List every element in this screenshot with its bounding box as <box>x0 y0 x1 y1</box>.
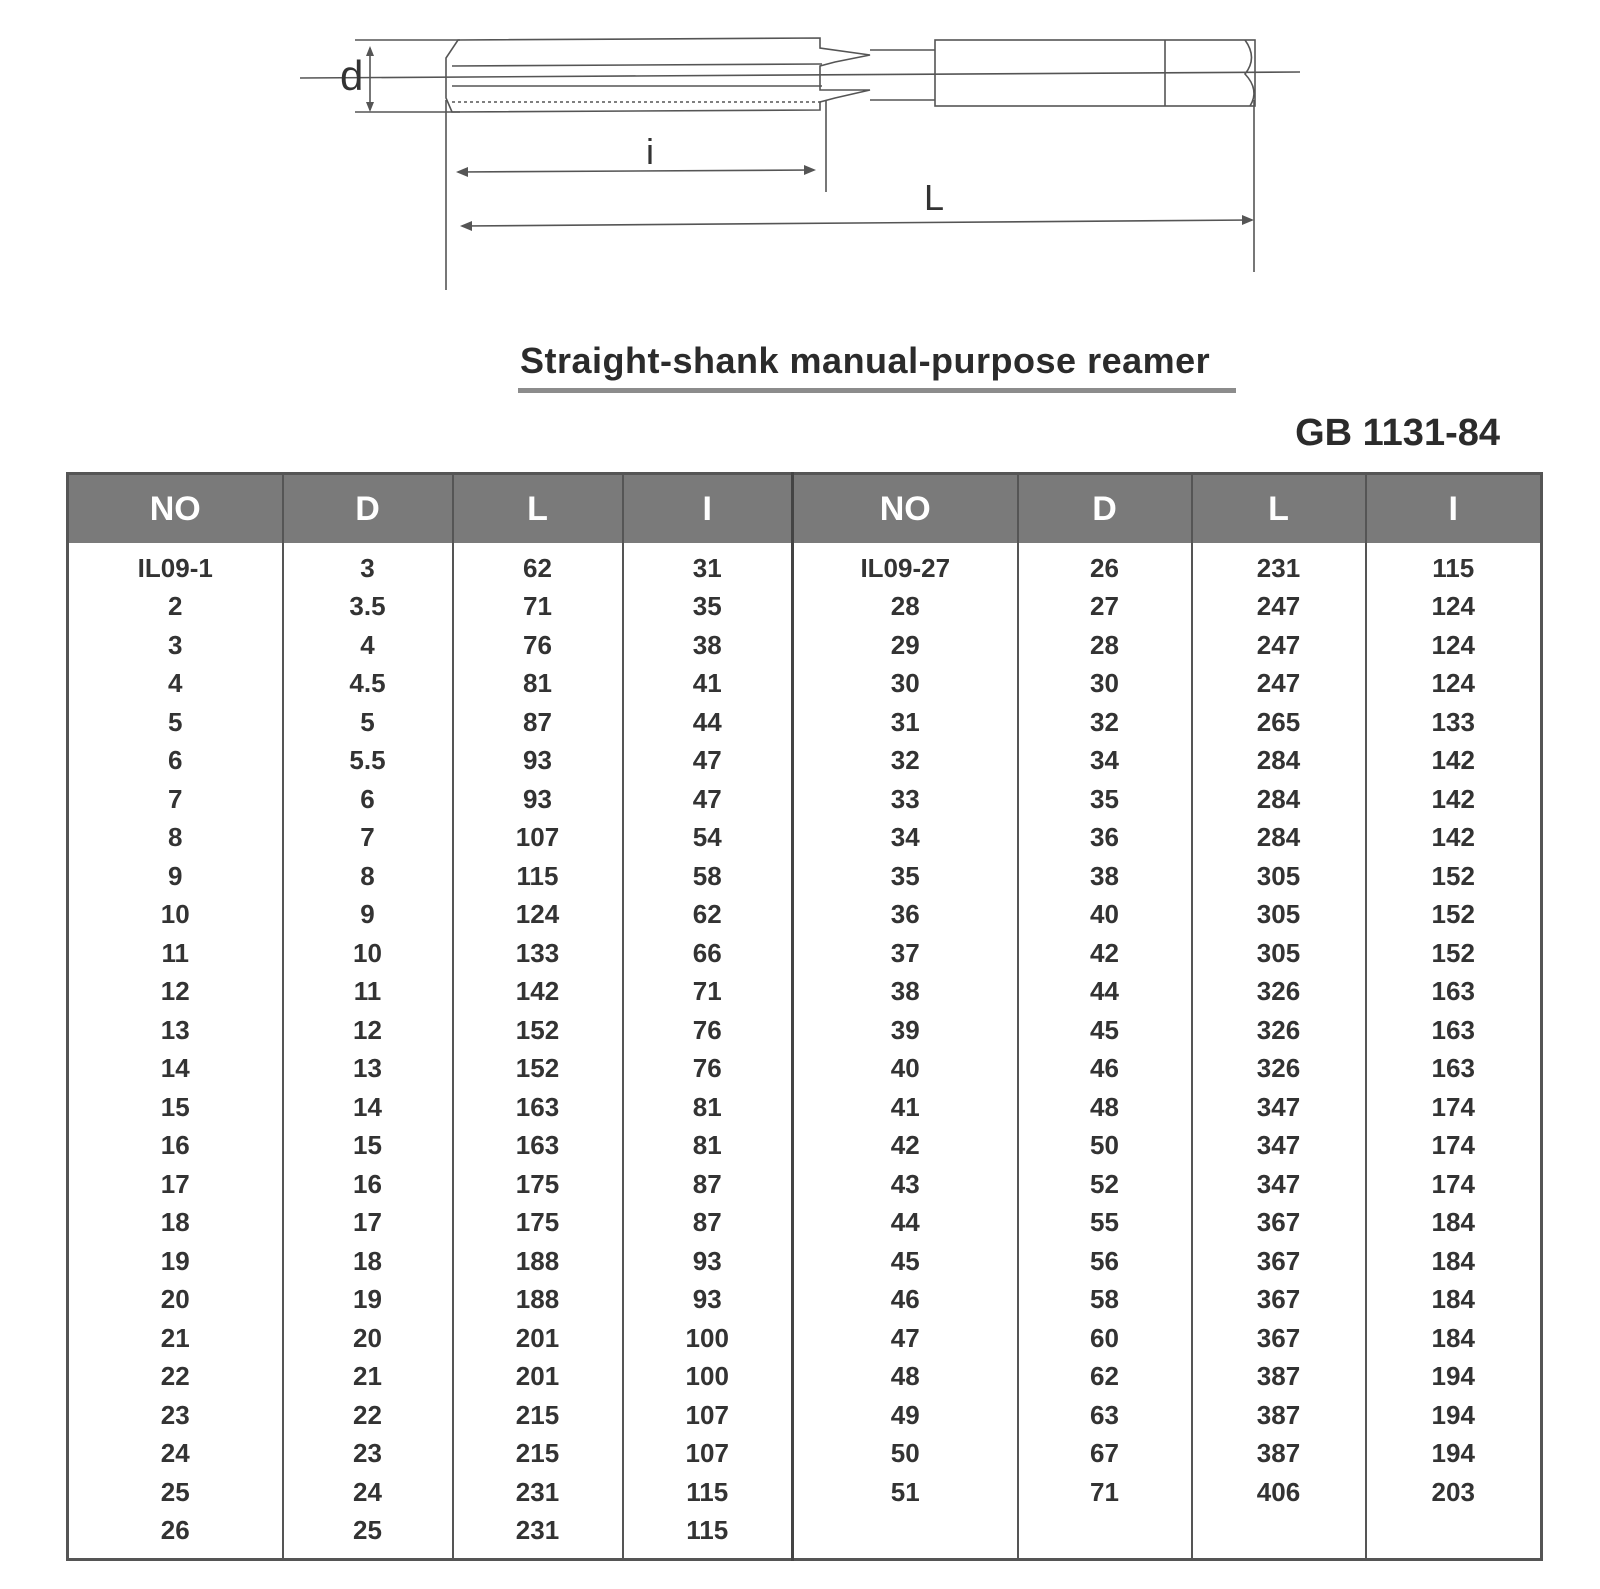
cell-i: 194 <box>1366 1358 1542 1397</box>
cell-i: 58 <box>623 857 793 896</box>
cell-d: 52 <box>1018 1165 1192 1204</box>
table-row <box>68 626 1542 665</box>
cell-d: 63 <box>1018 1396 1192 1435</box>
cell-no: 42 <box>793 1127 1018 1166</box>
cell-d: 34 <box>1018 742 1192 781</box>
table-row <box>68 819 1542 858</box>
cell-d: 67 <box>1018 1435 1192 1474</box>
cell-no: 8 <box>68 819 283 858</box>
cell-no: 11 <box>68 934 283 973</box>
cell-no: 48 <box>793 1358 1018 1397</box>
cell-no: 22 <box>68 1358 283 1397</box>
cell-i: 71 <box>623 973 793 1012</box>
standard-code: GB 1131-84 <box>1295 412 1500 454</box>
cell-i: 107 <box>623 1396 793 1435</box>
cell-d: 15 <box>283 1127 453 1166</box>
cell-l: 133 <box>453 934 623 973</box>
cell-i: 124 <box>1366 665 1542 704</box>
cell-l: 115 <box>453 857 623 896</box>
cell-no: 28 <box>793 588 1018 627</box>
cell-i: 163 <box>1366 1011 1542 1050</box>
cell-i: 93 <box>623 1242 793 1281</box>
table-row <box>68 934 1542 973</box>
document-title: Straight-shank manual-purpose reamer <box>520 340 1211 381</box>
flute-length-dimension-line <box>458 170 814 172</box>
cell-l: 231 <box>453 1512 623 1560</box>
cell-d: 55 <box>1018 1204 1192 1243</box>
cell-l: 305 <box>1192 896 1366 935</box>
cell-l: 188 <box>453 1281 623 1320</box>
cell-l: 163 <box>453 1088 623 1127</box>
table-row <box>68 1011 1542 1050</box>
cell-l: 347 <box>1192 1165 1366 1204</box>
cell-i: 54 <box>623 819 793 858</box>
flute-line <box>452 64 822 66</box>
cell-d: 40 <box>1018 896 1192 935</box>
total-length-label: L <box>924 177 945 218</box>
cell-no: 25 <box>68 1473 283 1512</box>
table-header-row <box>68 474 1542 544</box>
cell-l: 76 <box>453 626 623 665</box>
table-row <box>68 1050 1542 1089</box>
cell-d: 9 <box>283 896 453 935</box>
cell-i: 142 <box>1366 780 1542 819</box>
cell-d: 36 <box>1018 819 1192 858</box>
cell-i: 81 <box>623 1088 793 1127</box>
cell-d: 16 <box>283 1165 453 1204</box>
cell-d: 46 <box>1018 1050 1192 1089</box>
cell-i: 184 <box>1366 1319 1542 1358</box>
cell-i: 124 <box>1366 626 1542 665</box>
cell-d: 17 <box>283 1204 453 1243</box>
cell-no: 24 <box>68 1435 283 1474</box>
flute-length-label: i <box>646 131 654 172</box>
cell-d: 6 <box>283 780 453 819</box>
cell-i: 87 <box>623 1165 793 1204</box>
cell-no: 16 <box>68 1127 283 1166</box>
cell-l: 81 <box>453 665 623 704</box>
cell-no: 37 <box>793 934 1018 973</box>
cell-no: 31 <box>793 703 1018 742</box>
cell-d: 4.5 <box>283 665 453 704</box>
cell-l: 247 <box>1192 665 1366 704</box>
table-row <box>68 973 1542 1012</box>
cell-d: 58 <box>1018 1281 1192 1320</box>
cell-l: 152 <box>453 1050 623 1089</box>
reamer-dimension-diagram <box>0 0 1600 300</box>
cell-no: 40 <box>793 1050 1018 1089</box>
cell-no: 4 <box>68 665 283 704</box>
cell-d: 60 <box>1018 1319 1192 1358</box>
cell-i: 203 <box>1366 1473 1542 1512</box>
cell-no: 45 <box>793 1242 1018 1281</box>
cell-l: 247 <box>1192 588 1366 627</box>
cell-d: 4 <box>283 626 453 665</box>
cell-no: 32 <box>793 742 1018 781</box>
cell-l: 347 <box>1192 1127 1366 1166</box>
cell-d: 5 <box>283 703 453 742</box>
cell-i: 38 <box>623 626 793 665</box>
specification-table <box>66 472 1543 1561</box>
cell-d: 30 <box>1018 665 1192 704</box>
cell-l: 124 <box>453 896 623 935</box>
cell-l: 326 <box>1192 1011 1366 1050</box>
centerline <box>300 72 1300 78</box>
table-row <box>68 780 1542 819</box>
cell-d: 23 <box>283 1435 453 1474</box>
cell-d: 5.5 <box>283 742 453 781</box>
cell-l: 284 <box>1192 742 1366 781</box>
cell-l: 215 <box>453 1396 623 1435</box>
cell-d: 28 <box>1018 626 1192 665</box>
cell-i: 163 <box>1366 1050 1542 1089</box>
table-row <box>68 1127 1542 1166</box>
cell-d <box>1018 1512 1192 1560</box>
cell-d: 38 <box>1018 857 1192 896</box>
cell-d: 48 <box>1018 1088 1192 1127</box>
cell-i: 124 <box>1366 588 1542 627</box>
cell-no: 36 <box>793 896 1018 935</box>
cell-no: 41 <box>793 1088 1018 1127</box>
cell-no <box>793 1512 1018 1560</box>
cell-no: 49 <box>793 1396 1018 1435</box>
cell-l: 175 <box>453 1204 623 1243</box>
cell-d: 12 <box>283 1011 453 1050</box>
cell-l: 387 <box>1192 1435 1366 1474</box>
cell-d: 42 <box>1018 934 1192 973</box>
cell-l: 142 <box>453 973 623 1012</box>
cell-l: 71 <box>453 588 623 627</box>
cell-d: 20 <box>283 1319 453 1358</box>
cell-l: 284 <box>1192 780 1366 819</box>
cell-no: 14 <box>68 1050 283 1089</box>
cell-i: 174 <box>1366 1127 1542 1166</box>
cell-l <box>1192 1512 1366 1560</box>
cell-i: 142 <box>1366 742 1542 781</box>
cell-no: 43 <box>793 1165 1018 1204</box>
cell-no: 18 <box>68 1204 283 1243</box>
diameter-label: d <box>340 52 364 99</box>
cell-i: 87 <box>623 1204 793 1243</box>
table-row <box>68 588 1542 627</box>
cell-l: 326 <box>1192 973 1366 1012</box>
cell-d: 10 <box>283 934 453 973</box>
table-row <box>68 1319 1542 1358</box>
cell-i: 100 <box>623 1358 793 1397</box>
table-row <box>68 857 1542 896</box>
cell-l: 231 <box>453 1473 623 1512</box>
cell-l: 201 <box>453 1358 623 1397</box>
column-header-d: D <box>283 474 453 544</box>
cell-l: 87 <box>453 703 623 742</box>
cell-i: 115 <box>623 1512 793 1560</box>
cell-d: 13 <box>283 1050 453 1089</box>
cell-no: 30 <box>793 665 1018 704</box>
cell-i: 66 <box>623 934 793 973</box>
arrowhead <box>366 102 374 112</box>
cell-l: 215 <box>453 1435 623 1474</box>
table-row <box>68 1242 1542 1281</box>
cell-i: 115 <box>623 1473 793 1512</box>
cell-i: 107 <box>623 1435 793 1474</box>
cell-no: 21 <box>68 1319 283 1358</box>
cell-l: 367 <box>1192 1319 1366 1358</box>
cell-d: 19 <box>283 1281 453 1320</box>
cell-l: 247 <box>1192 626 1366 665</box>
cell-no: 13 <box>68 1011 283 1050</box>
cell-i <box>1366 1512 1542 1560</box>
cell-i: 93 <box>623 1281 793 1320</box>
cell-no: 15 <box>68 1088 283 1127</box>
cell-no: 47 <box>793 1319 1018 1358</box>
cell-l: 367 <box>1192 1281 1366 1320</box>
arrowhead <box>460 221 472 231</box>
title-underline <box>518 388 1236 393</box>
table-body <box>68 543 1542 1560</box>
arrowhead <box>366 46 374 56</box>
cell-i: 152 <box>1366 857 1542 896</box>
cell-no: 39 <box>793 1011 1018 1050</box>
table-row <box>68 742 1542 781</box>
cell-no: 23 <box>68 1396 283 1435</box>
cell-l: 163 <box>453 1127 623 1166</box>
cell-i: 35 <box>623 588 793 627</box>
cell-d: 71 <box>1018 1473 1192 1512</box>
cell-i: 31 <box>623 543 793 588</box>
cell-d: 50 <box>1018 1127 1192 1166</box>
cell-no: IL09-1 <box>68 543 283 588</box>
cell-i: 163 <box>1366 973 1542 1012</box>
cell-i: 100 <box>623 1319 793 1358</box>
cell-d: 56 <box>1018 1242 1192 1281</box>
cell-no: 29 <box>793 626 1018 665</box>
table-row <box>68 1512 1542 1560</box>
cell-i: 76 <box>623 1011 793 1050</box>
cell-d: 21 <box>283 1358 453 1397</box>
cell-no: 50 <box>793 1435 1018 1474</box>
cell-no: 20 <box>68 1281 283 1320</box>
cell-d: 25 <box>283 1512 453 1560</box>
cell-i: 44 <box>623 703 793 742</box>
cell-i: 152 <box>1366 896 1542 935</box>
cell-l: 93 <box>453 742 623 781</box>
cell-d: 3.5 <box>283 588 453 627</box>
cell-d: 11 <box>283 973 453 1012</box>
cell-i: 41 <box>623 665 793 704</box>
cell-i: 115 <box>1366 543 1542 588</box>
cell-no: 19 <box>68 1242 283 1281</box>
column-header-d: D <box>1018 474 1192 544</box>
column-header-l: L <box>453 474 623 544</box>
cell-i: 194 <box>1366 1396 1542 1435</box>
cell-l: 152 <box>453 1011 623 1050</box>
cell-i: 142 <box>1366 819 1542 858</box>
cell-i: 76 <box>623 1050 793 1089</box>
cell-i: 62 <box>623 896 793 935</box>
cell-l: 284 <box>1192 819 1366 858</box>
cell-no: 12 <box>68 973 283 1012</box>
cell-l: 107 <box>453 819 623 858</box>
cell-no: 3 <box>68 626 283 665</box>
total-length-dimension-line <box>462 220 1252 226</box>
cell-i: 194 <box>1366 1435 1542 1474</box>
cell-i: 184 <box>1366 1242 1542 1281</box>
table-row <box>68 1435 1542 1474</box>
cell-no: 7 <box>68 780 283 819</box>
cell-no: 34 <box>793 819 1018 858</box>
column-header-no: NO <box>68 474 283 544</box>
table-row <box>68 896 1542 935</box>
cell-i: 47 <box>623 780 793 819</box>
cell-i: 133 <box>1366 703 1542 742</box>
cell-l: 406 <box>1192 1473 1366 1512</box>
cell-l: 265 <box>1192 703 1366 742</box>
cell-d: 24 <box>283 1473 453 1512</box>
cell-d: 18 <box>283 1242 453 1281</box>
cell-d: 62 <box>1018 1358 1192 1397</box>
arrowhead <box>456 167 468 177</box>
cell-i: 174 <box>1366 1165 1542 1204</box>
cell-no: 6 <box>68 742 283 781</box>
cell-i: 152 <box>1366 934 1542 973</box>
cell-d: 44 <box>1018 973 1192 1012</box>
cell-l: 387 <box>1192 1358 1366 1397</box>
cell-l: 367 <box>1192 1242 1366 1281</box>
column-header-no: NO <box>793 474 1018 544</box>
cell-l: 326 <box>1192 1050 1366 1089</box>
cell-l: 305 <box>1192 934 1366 973</box>
cell-l: 367 <box>1192 1204 1366 1243</box>
table-row <box>68 1165 1542 1204</box>
arrowhead <box>1242 215 1254 225</box>
cell-no: 10 <box>68 896 283 935</box>
cell-no: 17 <box>68 1165 283 1204</box>
cell-no: IL09-27 <box>793 543 1018 588</box>
cell-d: 22 <box>283 1396 453 1435</box>
cell-l: 387 <box>1192 1396 1366 1435</box>
cell-l: 231 <box>1192 543 1366 588</box>
cell-d: 27 <box>1018 588 1192 627</box>
cell-no: 2 <box>68 588 283 627</box>
table-row <box>68 1358 1542 1397</box>
table-row <box>68 1396 1542 1435</box>
cell-d: 7 <box>283 819 453 858</box>
cell-no: 51 <box>793 1473 1018 1512</box>
cell-no: 44 <box>793 1204 1018 1243</box>
cell-d: 35 <box>1018 780 1192 819</box>
cell-i: 174 <box>1366 1088 1542 1127</box>
column-header-i: I <box>623 474 793 544</box>
cell-no: 38 <box>793 973 1018 1012</box>
cell-l: 347 <box>1192 1088 1366 1127</box>
table-row <box>68 543 1542 588</box>
cell-d: 3 <box>283 543 453 588</box>
column-header-i: I <box>1366 474 1542 544</box>
cell-i: 81 <box>623 1127 793 1166</box>
table-row <box>68 665 1542 704</box>
table-row <box>68 1473 1542 1512</box>
column-header-l: L <box>1192 474 1366 544</box>
cell-no: 35 <box>793 857 1018 896</box>
cell-d: 8 <box>283 857 453 896</box>
cell-l: 93 <box>453 780 623 819</box>
table-row <box>68 1088 1542 1127</box>
table-row <box>68 1204 1542 1243</box>
cell-d: 26 <box>1018 543 1192 588</box>
cell-l: 201 <box>453 1319 623 1358</box>
cell-no: 26 <box>68 1512 283 1560</box>
table-row <box>68 1281 1542 1320</box>
cell-l: 62 <box>453 543 623 588</box>
cell-no: 33 <box>793 780 1018 819</box>
cell-l: 175 <box>453 1165 623 1204</box>
cell-i: 184 <box>1366 1281 1542 1320</box>
cell-d: 32 <box>1018 703 1192 742</box>
cell-i: 184 <box>1366 1204 1542 1243</box>
cell-no: 9 <box>68 857 283 896</box>
cell-no: 5 <box>68 703 283 742</box>
cell-i: 47 <box>623 742 793 781</box>
cell-l: 188 <box>453 1242 623 1281</box>
cell-d: 45 <box>1018 1011 1192 1050</box>
arrowhead <box>804 165 816 175</box>
cell-l: 305 <box>1192 857 1366 896</box>
cell-d: 14 <box>283 1088 453 1127</box>
cell-no: 46 <box>793 1281 1018 1320</box>
table-row <box>68 703 1542 742</box>
